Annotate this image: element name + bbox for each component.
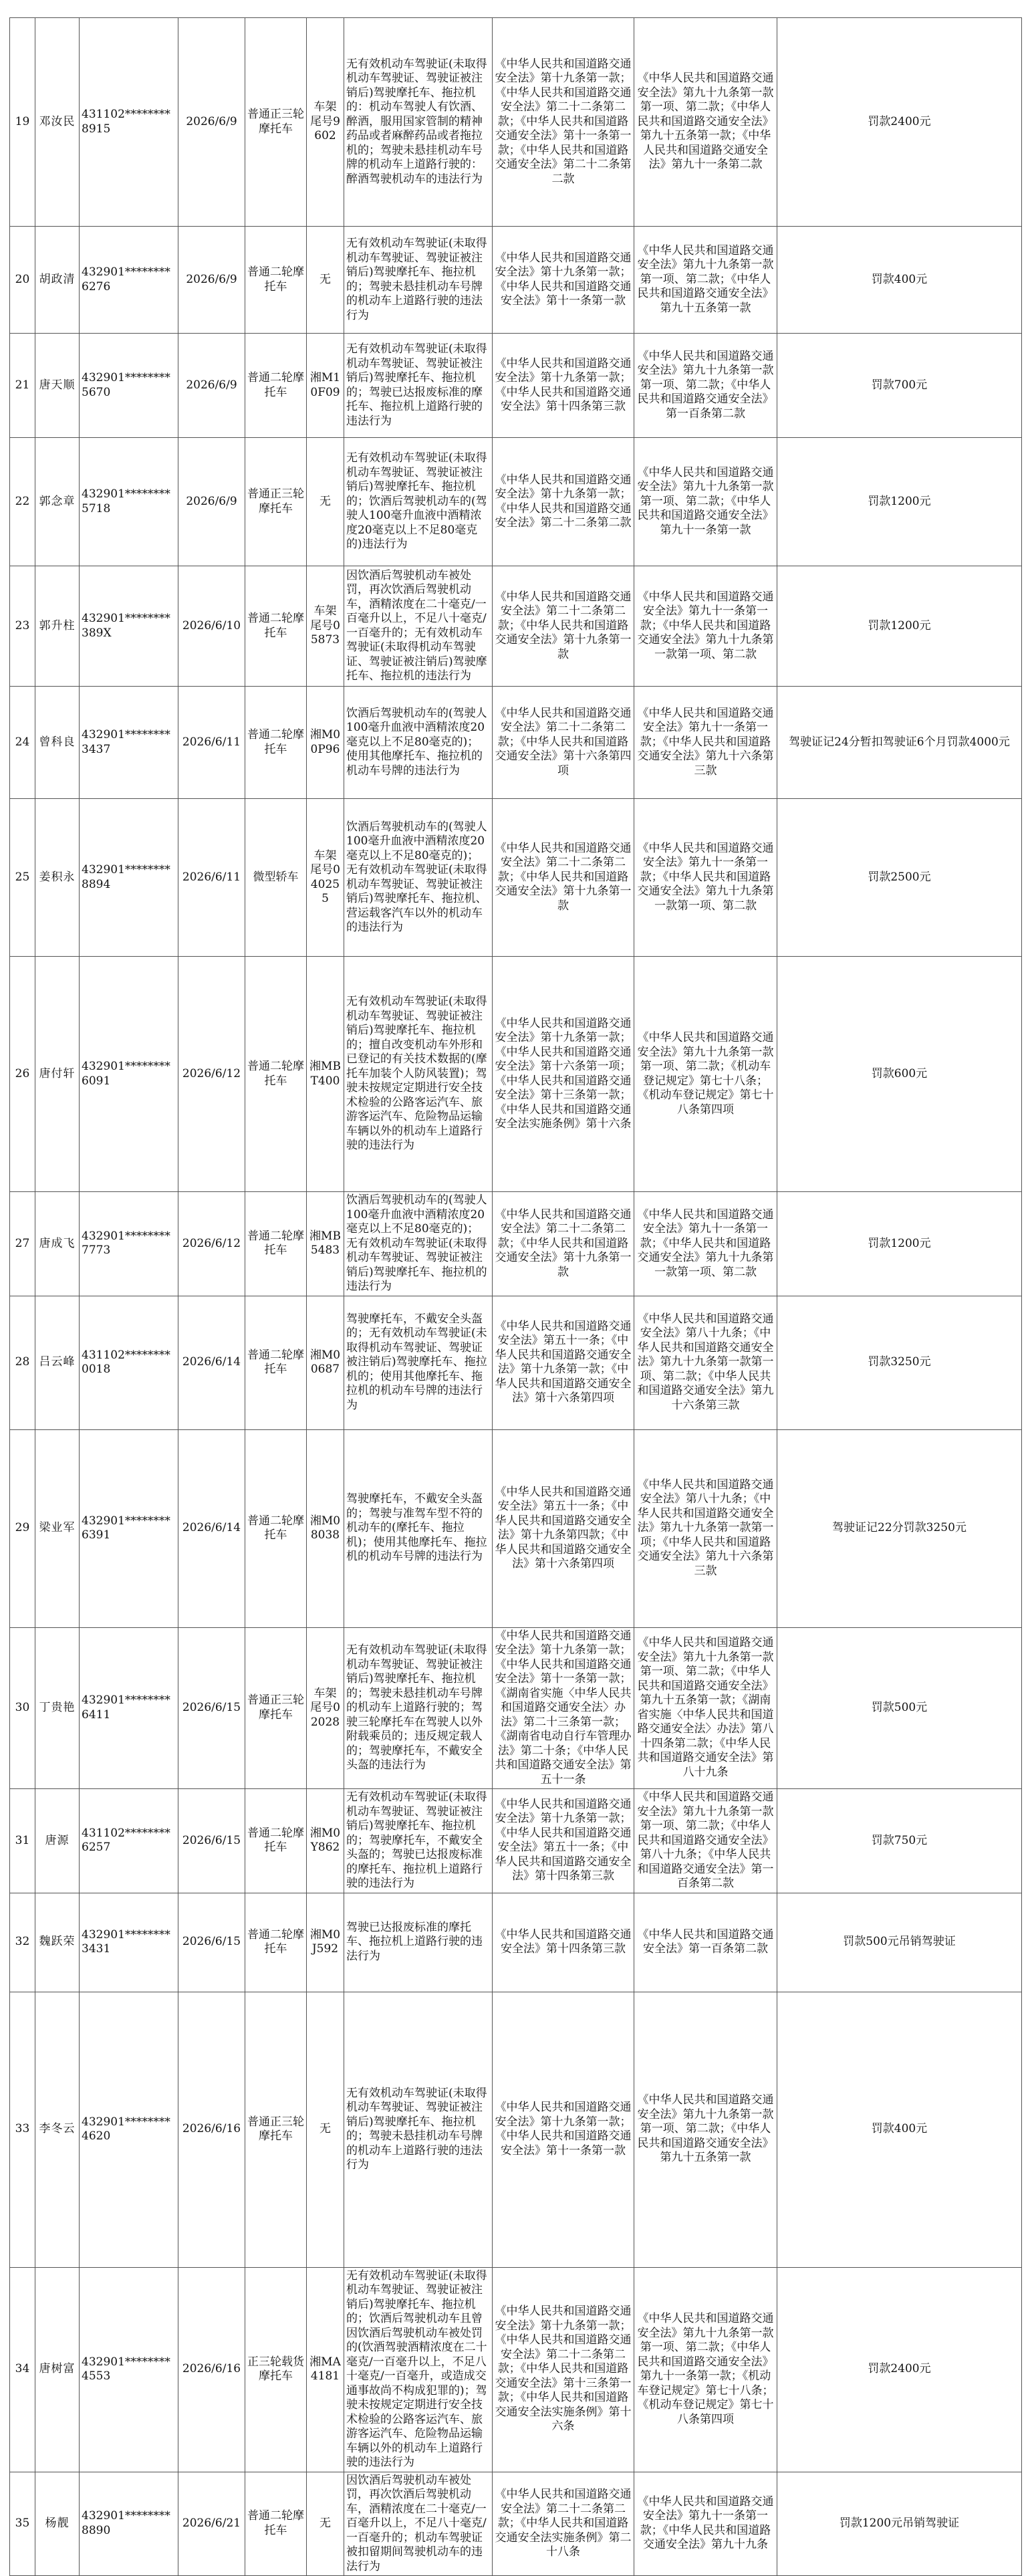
plate-number: 无 <box>307 438 344 566</box>
violation-date: 2026/6/12 <box>178 957 245 1192</box>
row-number: 26 <box>10 957 35 1192</box>
row-number: 25 <box>10 799 35 957</box>
violation-description: 无有效机动车驾驶证(未取得机动车驾驶证、驾驶证被注销后)驾驶摩托车、拖拉机的；驾驶未悬挂机动车号牌的机动车上道路行驶的；驾驶三轮摩托车在驾驶人以外附载乘员的；违反规定载人的；驾驶摩托车，不戴安全头盔的违法行为 <box>344 1627 493 1789</box>
penalty-result: 罚款2500元 <box>777 799 1022 957</box>
person-name: 姜积永 <box>35 799 80 957</box>
penalty-basis: 《中华人民共和国道路交通安全法》第九十一条第一款；《中华人民共和国道路交通安全法》第九十九条第一款第一项、第二款 <box>634 566 777 687</box>
penalty-result: 驾驶证记24分暂扣驾驶证6个月罚款4000元 <box>777 687 1022 799</box>
penalty-basis: 《中华人民共和国道路交通安全法》第一百条第二款 <box>634 1893 777 1992</box>
violation-date: 2026/6/16 <box>178 2267 245 2472</box>
legal-basis: 《中华人民共和国道路交通安全法》第五十一条；《中华人民共和国道路交通安全法》第十九条第一款；《中华人民共和国道路交通安全法》第十六条第四项 <box>493 1296 634 1429</box>
plate-number: 无 <box>307 227 344 334</box>
penalty-basis: 《中华人民共和国道路交通安全法》第九十九条第一款第一项、第二款；《中华人民共和国道路交通安全法》第九十五条第一款；《湖南省实施〈中华人民共和国道路交通安全法〉办法》第八十四条第二款；《中华人民共和国道路交通安全法》第八十九条 <box>634 1627 777 1789</box>
vehicle-type: 普通二轮摩托车 <box>245 566 307 687</box>
violation-description: 驾驶摩托车，不戴安全头盔的；驾驶与准驾车型不符的机动车的(摩托车、拖拉机)；使用其他摩托车、拖拉机的机动车号牌的违法行为 <box>344 1429 493 1627</box>
penalty-result: 驾驶证记22分罚款3250元 <box>777 1429 1022 1627</box>
vehicle-type: 普通二轮摩托车 <box>245 1789 307 1893</box>
violation-date: 2026/6/15 <box>178 1789 245 1893</box>
legal-basis: 《中华人民共和国道路交通安全法》第十九条第一款；《中华人民共和国道路交通安全法》第十四条第三款 <box>493 334 634 438</box>
table-row <box>10 1192 1022 1296</box>
id-number: 431102********8915 <box>80 18 178 227</box>
person-name: 杨靓 <box>35 2472 80 2576</box>
table-row <box>10 1296 1022 1429</box>
violation-description: 无有效机动车驾驶证(未取得机动车驾驶证、驾驶证被注销后)驾驶摩托车、拖拉机的；饮酒后驾驶机动车且曾因饮酒后驾驶机动车被处罚的(饮酒驾驶酒精浓度在二十毫克/一百毫升以上，不足八十毫克/一百毫升，或造成交通事故尚不构成犯罪的)；驾驶未按规定定期进行安全技术检验的公路客运汽车、旅游客运汽车、危险物品运输车辆以外的机动车上道路行驶的违法行为 <box>344 2267 493 2472</box>
legal-basis: 《中华人民共和国道路交通安全法》第十九条第一款；《中华人民共和国道路交通安全法》第十一条第一款 <box>493 227 634 334</box>
violation-description: 驾驶摩托车，不戴安全头盔的；无有效机动车驾驶证(未取得机动车驾驶证、驾驶证被注销后)驾驶摩托车、拖拉机的；使用其他摩托车、拖拉机的机动车号牌的违法行为 <box>344 1296 493 1429</box>
person-name: 丁贵艳 <box>35 1627 80 1789</box>
violation-description: 无有效机动车驾驶证(未取得机动车驾驶证、驾驶证被注销后)驾驶摩托车、拖拉机的；驾驶未悬挂机动车号牌的机动车上道路行驶的违法行为 <box>344 227 493 334</box>
vehicle-type: 普通二轮摩托车 <box>245 2472 307 2576</box>
penalty-result: 罚款400元 <box>777 227 1022 334</box>
id-number: 432901********6411 <box>80 1627 178 1789</box>
penalty-result: 罚款500元 <box>777 1627 1022 1789</box>
vehicle-type: 微型轿车 <box>245 799 307 957</box>
table-row <box>10 799 1022 957</box>
violation-description: 无有效机动车驾驶证(未取得机动车驾驶证、驾驶证被注销后)驾驶摩托车、拖拉机的；驾驶未悬挂机动车号牌的机动车上道路行驶的违法行为 <box>344 1992 493 2267</box>
violation-date: 2026/6/9 <box>178 438 245 566</box>
legal-basis: 《中华人民共和国道路交通安全法》第二十二条第二款；《中华人民共和国道路交通安全法》第十六条第四项 <box>493 687 634 799</box>
plate-number: 湘M00P96 <box>307 687 344 799</box>
row-number: 32 <box>10 1893 35 1992</box>
legal-basis: 《中华人民共和国道路交通安全法》第十九条第一款；《中华人民共和国道路交通安全法》第十一条第一款；《湖南省实施〈中华人民共和国道路交通安全法〉办法》第二十三条第一款；《湖南省电动自行车管理办法》第二十条；《中华人民共和国道路交通安全法》第五十一条 <box>493 1627 634 1789</box>
violation-description: 驾驶已达报废标准的摩托车、拖拉机上道路行驶的违法行为 <box>344 1893 493 1992</box>
table-row <box>10 438 1022 566</box>
row-number: 34 <box>10 2267 35 2472</box>
violation-date: 2026/6/21 <box>178 2472 245 2576</box>
penalty-basis: 《中华人民共和国道路交通安全法》第九十九条第一款第一项、第二款；《中华人民共和国道路交通安全法》第九十五条第一款 <box>634 1992 777 2267</box>
id-number: 432901********3431 <box>80 1893 178 1992</box>
vehicle-type: 普通二轮摩托车 <box>245 1296 307 1429</box>
table-row <box>10 2267 1022 2472</box>
violation-date: 2026/6/14 <box>178 1429 245 1627</box>
legal-basis: 《中华人民共和国道路交通安全法》第十四条第三款 <box>493 1893 634 1992</box>
person-name: 唐树富 <box>35 2267 80 2472</box>
row-number: 28 <box>10 1296 35 1429</box>
person-name: 唐付轩 <box>35 957 80 1192</box>
plate-number: 湘MA4181 <box>307 2267 344 2472</box>
violation-date: 2026/6/10 <box>178 566 245 687</box>
violation-description: 因饮酒后驾驶机动车被处罚，再次饮酒后驾驶机动车，酒精浓度在二十毫克/一百毫升以上，不足八十毫克/一百毫升的；无有效机动车驾驶证(未取得机动车驾驶证、驾驶证被注销后)驾驶摩托车、拖拉机的违法行为 <box>344 566 493 687</box>
plate-number: 无 <box>307 1992 344 2267</box>
violation-description: 无有效机动车驾驶证(未取得机动车驾驶证、驾驶证被注销后)驾驶摩托车、拖拉机的；驾驶摩托车，不戴安全头盔的；驾驶已达报废标准的摩托车、拖拉机上道路行驶的违法行为 <box>344 1789 493 1893</box>
legal-basis: 《中华人民共和国道路交通安全法》第二十二条第二款；《中华人民共和国道路交通安全法》第十九条第一款 <box>493 799 634 957</box>
vehicle-type: 普通二轮摩托车 <box>245 957 307 1192</box>
plate-number: 湘M0J592 <box>307 1893 344 1992</box>
vehicle-type: 普通二轮摩托车 <box>245 1429 307 1627</box>
row-number: 31 <box>10 1789 35 1893</box>
row-number: 20 <box>10 227 35 334</box>
legal-basis: 《中华人民共和国道路交通安全法》第二十二条第二款；《中华人民共和国道路交通安全法》第十九条第一款 <box>493 1192 634 1296</box>
table-row <box>10 1627 1022 1789</box>
penalty-basis: 《中华人民共和国道路交通安全法》第九十九条第一款第一项、第二款；《中华人民共和国道路交通安全法》第九十五条第一款；《中华人民共和国道路交通安全法》第九十一条第二款 <box>634 18 777 227</box>
table-row <box>10 957 1022 1192</box>
person-name: 吕云峰 <box>35 1296 80 1429</box>
penalty-basis: 《中华人民共和国道路交通安全法》第九十一条第一款；《中华人民共和国道路交通安全法》第九十九条第一款第一项、第二款 <box>634 799 777 957</box>
vehicle-type: 普通二轮摩托车 <box>245 687 307 799</box>
penalty-result: 罚款600元 <box>777 957 1022 1192</box>
id-number: 432901********8890 <box>80 2472 178 2576</box>
violation-description: 因饮酒后驾驶机动车被处罚，再次饮酒后驾驶机动车，酒精浓度在二十毫克/一百毫升以上，不足八十毫克/一百毫升的；机动车驾驶证被扣留期间驾驶机动车的违法行为 <box>344 2472 493 2576</box>
violation-date: 2026/6/12 <box>178 1192 245 1296</box>
person-name: 曾科良 <box>35 687 80 799</box>
row-number: 27 <box>10 1192 35 1296</box>
person-name: 唐天顺 <box>35 334 80 438</box>
row-number: 33 <box>10 1992 35 2267</box>
legal-basis: 《中华人民共和国道路交通安全法》第五十一条；《中华人民共和国道路交通安全法》第十九条第四款；《中华人民共和国道路交通安全法》第十六条第四项 <box>493 1429 634 1627</box>
table-row <box>10 18 1022 227</box>
id-number: 432901********6276 <box>80 227 178 334</box>
violation-date: 2026/6/15 <box>178 1893 245 1992</box>
vehicle-type: 普通正三轮摩托车 <box>245 1627 307 1789</box>
penalty-result: 罚款1200元 <box>777 1192 1022 1296</box>
person-name: 唐成飞 <box>35 1192 80 1296</box>
vehicle-type: 普通正三轮摩托车 <box>245 438 307 566</box>
violation-date: 2026/6/9 <box>178 18 245 227</box>
id-number: 432901********6391 <box>80 1429 178 1627</box>
violation-record-table <box>9 17 1022 2576</box>
penalty-basis: 《中华人民共和国道路交通安全法》第九十九条第一款第一项、第二款；《中华人民共和国道路交通安全法》第八十九条；《中华人民共和国道路交通安全法》第一百条第二款 <box>634 1789 777 1893</box>
id-number: 432901********4620 <box>80 1992 178 2267</box>
person-name: 梁业军 <box>35 1429 80 1627</box>
id-number: 432901********5718 <box>80 438 178 566</box>
row-number: 35 <box>10 2472 35 2576</box>
violation-description: 饮酒后驾驶机动车的(驾驶人100毫升血液中酒精浓度20毫克以上不足80毫克的)；无有效机动车驾驶证(未取得机动车驾驶证、驾驶证被注销后)驾驶摩托车、拖拉机、营运载客汽车以外的机动车的违法行为 <box>344 799 493 957</box>
legal-basis: 《中华人民共和国道路交通安全法》第十九条第一款；《中华人民共和国道路交通安全法》第十六条第一项；《中华人民共和国道路交通安全法》第十三条第一款；《中华人民共和国道路交通安全法实施条例》第十六条 <box>493 957 634 1192</box>
penalty-basis: 《中华人民共和国道路交通安全法》第九十一条第一款；《中华人民共和国道路交通安全法》第九十六条第三款 <box>634 687 777 799</box>
legal-basis: 《中华人民共和国道路交通安全法》第十九条第一款；《中华人民共和国道路交通安全法》第二十二条第二款；《中华人民共和国道路交通安全法》第十一条第一款；《中华人民共和国道路交通安全法》第二十二条第二款 <box>493 18 634 227</box>
table-row <box>10 1789 1022 1893</box>
row-number: 30 <box>10 1627 35 1789</box>
vehicle-type: 正三轮载货摩托车 <box>245 2267 307 2472</box>
penalty-result: 罚款2400元 <box>777 2267 1022 2472</box>
legal-basis: 《中华人民共和国道路交通安全法》第十九条第一款；《中华人民共和国道路交通安全法》第二十二条第二款 <box>493 438 634 566</box>
violation-date: 2026/6/16 <box>178 1992 245 2267</box>
penalty-result: 罚款3250元 <box>777 1296 1022 1429</box>
id-number: 432901********6091 <box>80 957 178 1192</box>
legal-basis: 《中华人民共和国道路交通安全法》第二十二条第二款；《中华人民共和国道路交通安全法实施条例》第二十八条 <box>493 2472 634 2576</box>
legal-basis: 《中华人民共和国道路交通安全法》第十九条第一款；《中华人民共和国道路交通安全法》第十一条第一款 <box>493 1992 634 2267</box>
table-row <box>10 1429 1022 1627</box>
violation-description: 无有效机动车驾驶证(未取得机动车驾驶证、驾驶证被注销后)驾驶摩托车、拖拉机的；驾驶已达报废标准的摩托车、拖拉机上道路行驶的违法行为 <box>344 334 493 438</box>
table-row <box>10 1992 1022 2267</box>
penalty-result: 罚款1200元 <box>777 566 1022 687</box>
table-row <box>10 1893 1022 1992</box>
penalty-result: 罚款1200元 <box>777 438 1022 566</box>
penalty-basis: 《中华人民共和国道路交通安全法》第八十九条；《中华人民共和国道路交通安全法》第九十九条第一款第一项、第二款；《中华人民共和国道路交通安全法》第九十六条第三款 <box>634 1296 777 1429</box>
id-number: 431102********0018 <box>80 1296 178 1429</box>
plate-number: 湘M10F09 <box>307 334 344 438</box>
id-number: 432901********7773 <box>80 1192 178 1296</box>
row-number: 21 <box>10 334 35 438</box>
penalty-basis: 《中华人民共和国道路交通安全法》第九十九条第一款第一项、第二款；《中华人民共和国道路交通安全法》第九十五条第一款 <box>634 227 777 334</box>
plate-number: 车架尾号05873 <box>307 566 344 687</box>
violation-date: 2026/6/9 <box>178 227 245 334</box>
person-name: 郭升柱 <box>35 566 80 687</box>
plate-number: 湘MBT400 <box>307 957 344 1192</box>
row-number: 22 <box>10 438 35 566</box>
table-row <box>10 2472 1022 2576</box>
id-number: 432901********389X <box>80 566 178 687</box>
penalty-basis: 《中华人民共和国道路交通安全法》第九十九条第一款第一项、第二款；《机动车登记规定》第七十八条；《机动车登记规定》第七十八条第四项 <box>634 957 777 1192</box>
id-number: 431102********6257 <box>80 1789 178 1893</box>
violation-description: 饮酒后驾驶机动车的(驾驶人100毫升血液中酒精浓度20毫克以上不足80毫克的)；无有效机动车驾驶证(未取得机动车驾驶证、驾驶证被注销后)驾驶摩托车、拖拉机的违法行为 <box>344 1192 493 1296</box>
penalty-result: 罚款700元 <box>777 334 1022 438</box>
violation-date: 2026/6/11 <box>178 799 245 957</box>
penalty-basis: 《中华人民共和国道路交通安全法》第九十九条第一款第一项、第二款；《中华人民共和国道路交通安全法》第九十一条第一款；《机动车登记规定》第七十八条；《机动车登记规定》第七十八条第四项 <box>634 2267 777 2472</box>
vehicle-type: 普通二轮摩托车 <box>245 1192 307 1296</box>
violation-description: 无有效机动车驾驶证(未取得机动车驾驶证、驾驶证被注销后)驾驶摩托车、拖拉机的；擅自改变机动车外形和已登记的有关技术数据的(摩托车加装个人防风装置)；驾驶未按规定定期进行安全技术检验的公路客运汽车、旅游客运汽车、危险物品运输车辆以外的机动车上道路行驶的违法行为 <box>344 957 493 1192</box>
person-name: 郭念章 <box>35 438 80 566</box>
person-name: 胡政清 <box>35 227 80 334</box>
legal-basis: 《中华人民共和国道路交通安全法》第十九条第一款；《中华人民共和国道路交通安全法》第五十一条；《中华人民共和国道路交通安全法》第十四条第三款 <box>493 1789 634 1893</box>
table-row <box>10 566 1022 687</box>
violation-date: 2026/6/15 <box>178 1627 245 1789</box>
id-number: 432901********8894 <box>80 799 178 957</box>
person-name: 邓汝民 <box>35 18 80 227</box>
vehicle-type: 普通二轮摩托车 <box>245 1893 307 1992</box>
person-name: 李冬云 <box>35 1992 80 2267</box>
plate-number: 湘M08038 <box>307 1429 344 1627</box>
penalty-result: 罚款400元 <box>777 1992 1022 2267</box>
penalty-basis: 《中华人民共和国道路交通安全法》第八十九条；《中华人民共和国道路交通安全法》第九十九条第一款第一项；《中华人民共和国道路交通安全法》第九十六条第三款 <box>634 1429 777 1627</box>
violation-description: 无有效机动车驾驶证(未取得机动车驾驶证、驾驶证被注销后)驾驶摩托车、拖拉机的：机动车驾驶人有饮酒、醉酒，服用国家管制的精神药品或者麻醉药品或者拖拉机的；驾驶未悬挂机动车号牌的机动车上道路行驶的：醉酒驾驶机动车的违法行为 <box>344 18 493 227</box>
plate-number: 车架尾号9602 <box>307 18 344 227</box>
person-name: 唐源 <box>35 1789 80 1893</box>
table-row <box>10 334 1022 438</box>
penalty-result: 罚款500元吊销驾驶证 <box>777 1893 1022 1992</box>
row-number: 29 <box>10 1429 35 1627</box>
legal-basis: 《中华人民共和国道路交通安全法》第二十二条第二款；《中华人民共和国道路交通安全法》第十九条第一款 <box>493 566 634 687</box>
table-row <box>10 227 1022 334</box>
table-row <box>10 687 1022 799</box>
person-name: 魏跃荣 <box>35 1893 80 1992</box>
vehicle-type: 普通正三轮摩托车 <box>245 1992 307 2267</box>
plate-number: 湘M0Y862 <box>307 1789 344 1893</box>
table-body <box>10 18 1022 2576</box>
violation-description: 饮酒后驾驶机动车的(驾驶人100毫升血液中酒精浓度20毫克以上不足80毫克的)；使用其他摩托车、拖拉机的机动车号牌的违法行为 <box>344 687 493 799</box>
penalty-basis: 《中华人民共和国道路交通安全法》第九十九条第一款第一项、第二款；《中华人民共和国道路交通安全法》第一百条第二款 <box>634 334 777 438</box>
id-number: 432901********3437 <box>80 687 178 799</box>
violation-date: 2026/6/11 <box>178 687 245 799</box>
row-number: 23 <box>10 566 35 687</box>
penalty-result: 罚款750元 <box>777 1789 1022 1893</box>
plate-number: 湘M00687 <box>307 1296 344 1429</box>
row-number: 24 <box>10 687 35 799</box>
row-number: 19 <box>10 18 35 227</box>
penalty-result: 罚款2400元 <box>777 18 1022 227</box>
penalty-basis: 《中华人民共和国道路交通安全法》第九十一条第一款；《中华人民共和国道路交通安全法》第九十九条第一款第一项、第二款 <box>634 1192 777 1296</box>
plate-number: 车架尾号040255 <box>307 799 344 957</box>
plate-number: 湘MB5483 <box>307 1192 344 1296</box>
vehicle-type: 普通二轮摩托车 <box>245 334 307 438</box>
id-number: 432901********5670 <box>80 334 178 438</box>
plate-number: 车架尾号02028 <box>307 1627 344 1789</box>
vehicle-type: 普通正三轮摩托车 <box>245 18 307 227</box>
violation-description: 无有效机动车驾驶证(未取得机动车驾驶证、驾驶证被注销后)驾驶摩托车、拖拉机的；饮酒后驾驶机动车的(驾驶人100毫升血液中酒精浓度20毫克以上不足80毫克的)违法行为 <box>344 438 493 566</box>
legal-basis: 《中华人民共和国道路交通安全法》第十九条第一款；《中华人民共和国道路交通安全法》第二十二条第二款；《中华人民共和国道路交通安全法》第十三条第一款；《中华人民共和国道路交通安全法实施条例》第十六条 <box>493 2267 634 2472</box>
penalty-result: 罚款1200元吊销驾驶证 <box>777 2472 1022 2576</box>
plate-number: 无 <box>307 2472 344 2576</box>
violation-date: 2026/6/9 <box>178 334 245 438</box>
violation-date: 2026/6/14 <box>178 1296 245 1429</box>
vehicle-type: 普通二轮摩托车 <box>245 227 307 334</box>
penalty-basis: 《中华人民共和国道路交通安全法》第九十一条第一款；《中华人民共和国道路交通安全法》第九十九条 <box>634 2472 777 2576</box>
id-number: 432901********4553 <box>80 2267 178 2472</box>
penalty-basis: 《中华人民共和国道路交通安全法》第九十九条第一款第一项、第二款；《中华人民共和国道路交通安全法》第九十一条第一款 <box>634 438 777 566</box>
